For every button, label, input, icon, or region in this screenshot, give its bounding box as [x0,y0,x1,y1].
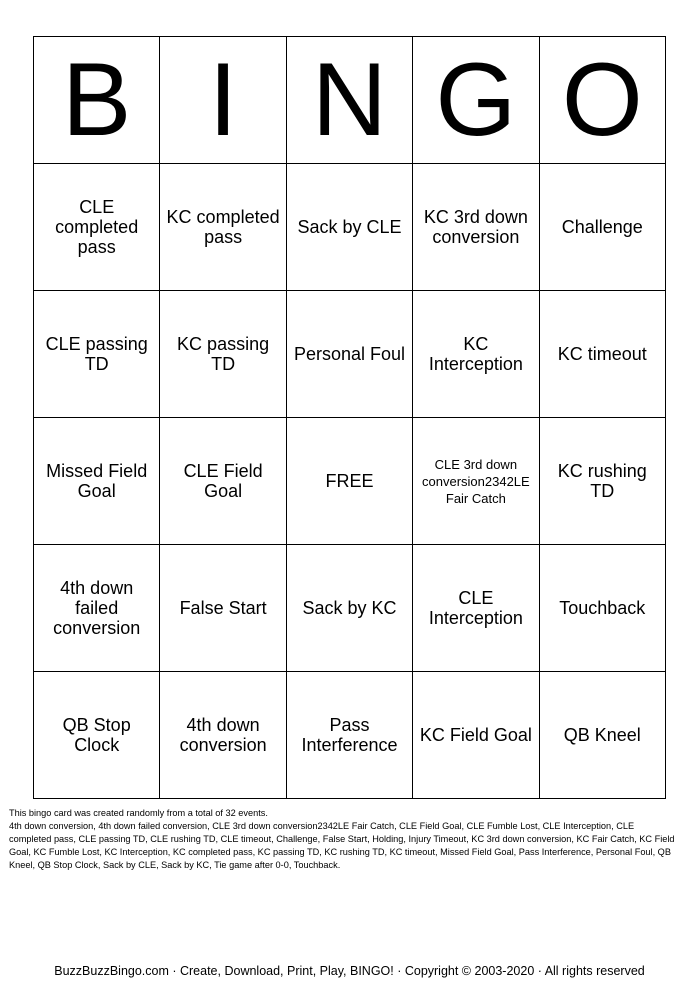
bingo-row-1 [34,164,666,291]
bingo-cell: QB Stop Clock [34,672,160,799]
bingo-cell: QB Kneel [539,672,665,799]
bingo-cell: 4th down conversion [160,672,286,799]
bingo-cell: CLE Field Goal [160,418,286,545]
bingo-cell: KC passing TD [160,291,286,418]
bingo-cell: KC completed pass [160,164,286,291]
bingo-cell: CLE 3rd down conversion2342LE Fair Catch [413,418,539,545]
site-footer: BuzzBuzzBingo.com · Create, Download, Print, Play, BINGO! · Copyright © 2003-2020 · All rights reserved [54,964,645,978]
bingo-cell: KC Field Goal [413,672,539,799]
header-letter-n: N [286,37,412,164]
bingo-cell: KC Interception [413,291,539,418]
bingo-cell: 4th down failed conversion [34,545,160,672]
bingo-row-2 [34,291,666,418]
header-letter-b: B [34,37,160,164]
bingo-cell: Personal Foul [286,291,412,418]
bingo-cell: Sack by CLE [286,164,412,291]
bingo-row-3 [34,418,666,545]
bingo-cell: False Start [160,545,286,672]
event-list-text: 4th down conversion, 4th down failed conversion, CLE 3rd down conversion2342LE Fair Catch, CLE Field Goal, CLE Fumble Lost, CLE Interception, CLE completed pass, CLE passing TD, CLE rushing TD, CLE timeout, Challenge, False Start, Holding, Injury Timeout, KC 3rd down conversion, KC Fair Catch, KC Field Goal, KC Fumble Lost, KC Interception, KC completed pass, KC passing TD, KC rushing TD, KC timeout, Missed Field Goal, Pass Interference, Personal Foul, QB Kneel, QB Stop Clock, Sack by CLE, Sack by KC, Tie game after 0-0, Touchback. [9,821,675,870]
header-letter-g: G [413,37,539,164]
free-space-cell: FREE [286,418,412,545]
event-list-note [9,807,675,872]
bingo-card [33,36,666,799]
bingo-cell: CLE passing TD [34,291,160,418]
event-count-text: This bingo card was created randomly from a total of 32 events. [9,808,268,818]
bingo-cell: KC 3rd down conversion [413,164,539,291]
bingo-cell: CLE Interception [413,545,539,672]
bingo-cell: Sack by KC [286,545,412,672]
bingo-header-row [34,37,666,164]
header-letter-i: I [160,37,286,164]
bingo-cell: Pass Interference [286,672,412,799]
bingo-row-4 [34,545,666,672]
bingo-cell: CLE completed pass [34,164,160,291]
bingo-cell: KC rushing TD [539,418,665,545]
bingo-cell: Touchback [539,545,665,672]
header-letter-o: O [539,37,665,164]
bingo-cell: Missed Field Goal [34,418,160,545]
bingo-cell: KC timeout [539,291,665,418]
bingo-cell: Challenge [539,164,665,291]
bingo-row-5 [34,672,666,799]
